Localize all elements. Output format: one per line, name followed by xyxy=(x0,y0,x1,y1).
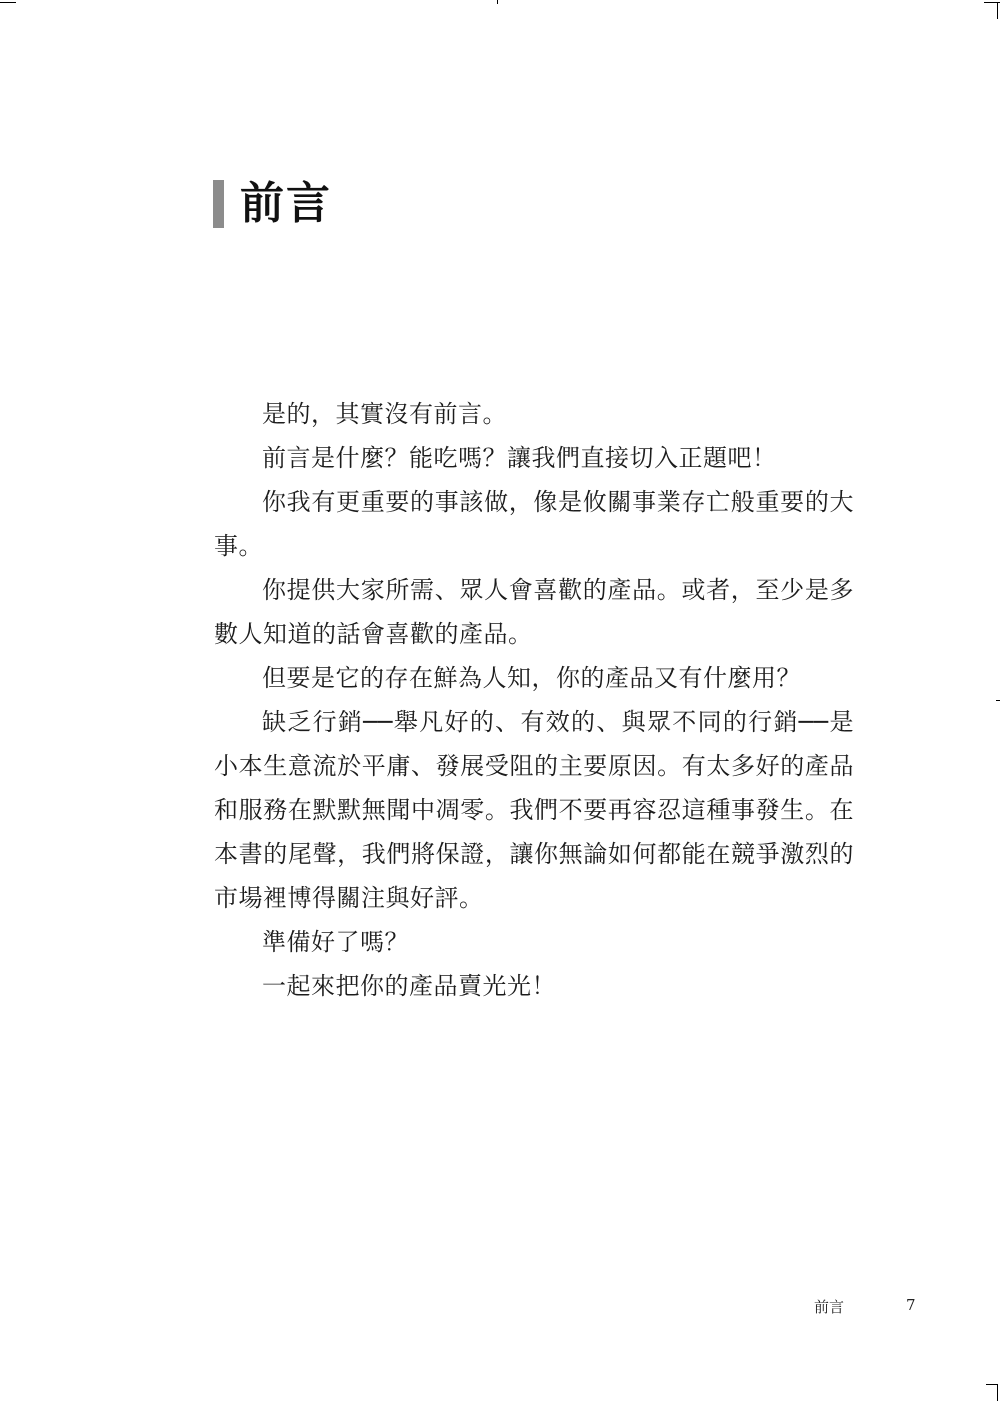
crop-mark-top-right-vertical xyxy=(997,3,998,19)
paragraph: 你我有更重要的事該做，像是攸關事業存亡般重要的大事。 xyxy=(214,488,854,560)
running-title: 前言 xyxy=(814,1298,845,1316)
paragraph: 但要是它的存在鮮為人知，你的產品又有什麼用？ xyxy=(262,664,801,692)
crop-mark-top-left xyxy=(0,2,16,3)
paragraph: 是的，其實沒有前言。 xyxy=(262,400,507,428)
heading-accent-bar xyxy=(213,180,224,228)
crop-mark-right-middle xyxy=(996,700,1000,701)
paragraph: 缺乏行銷──舉凡好的、有效的、與眾不同的行銷──是小本生意流於平庸、發展受阻的主要原因。有太多好的產品和服務在默默無聞中凋零。我們不要再容忍這種事發生。在本書的尾聲，我們將保證，讓你無論如何都能在競爭激烈的市場裡博得關注與好評。 xyxy=(214,708,854,912)
crop-mark-bottom-right xyxy=(986,1384,997,1385)
paragraph: 你提供大家所需、眾人會喜歡的產品。或者，至少是多數人知道的話會喜歡的產品。 xyxy=(214,576,854,648)
crop-mark-top-center xyxy=(497,0,498,4)
chapter-title: 前言 xyxy=(240,178,332,229)
body-text xyxy=(214,392,854,1008)
page-number: 7 xyxy=(906,1296,916,1314)
paragraph: 一起來把你的產品賣光光！ xyxy=(262,972,556,1000)
crop-mark-bottom-right-vertical xyxy=(997,1384,998,1401)
paragraph: 前言是什麼？能吃嗎？讓我們直接切入正題吧！ xyxy=(262,444,777,472)
paragraph: 準備好了嗎？ xyxy=(262,928,409,956)
chapter-heading xyxy=(213,178,332,230)
